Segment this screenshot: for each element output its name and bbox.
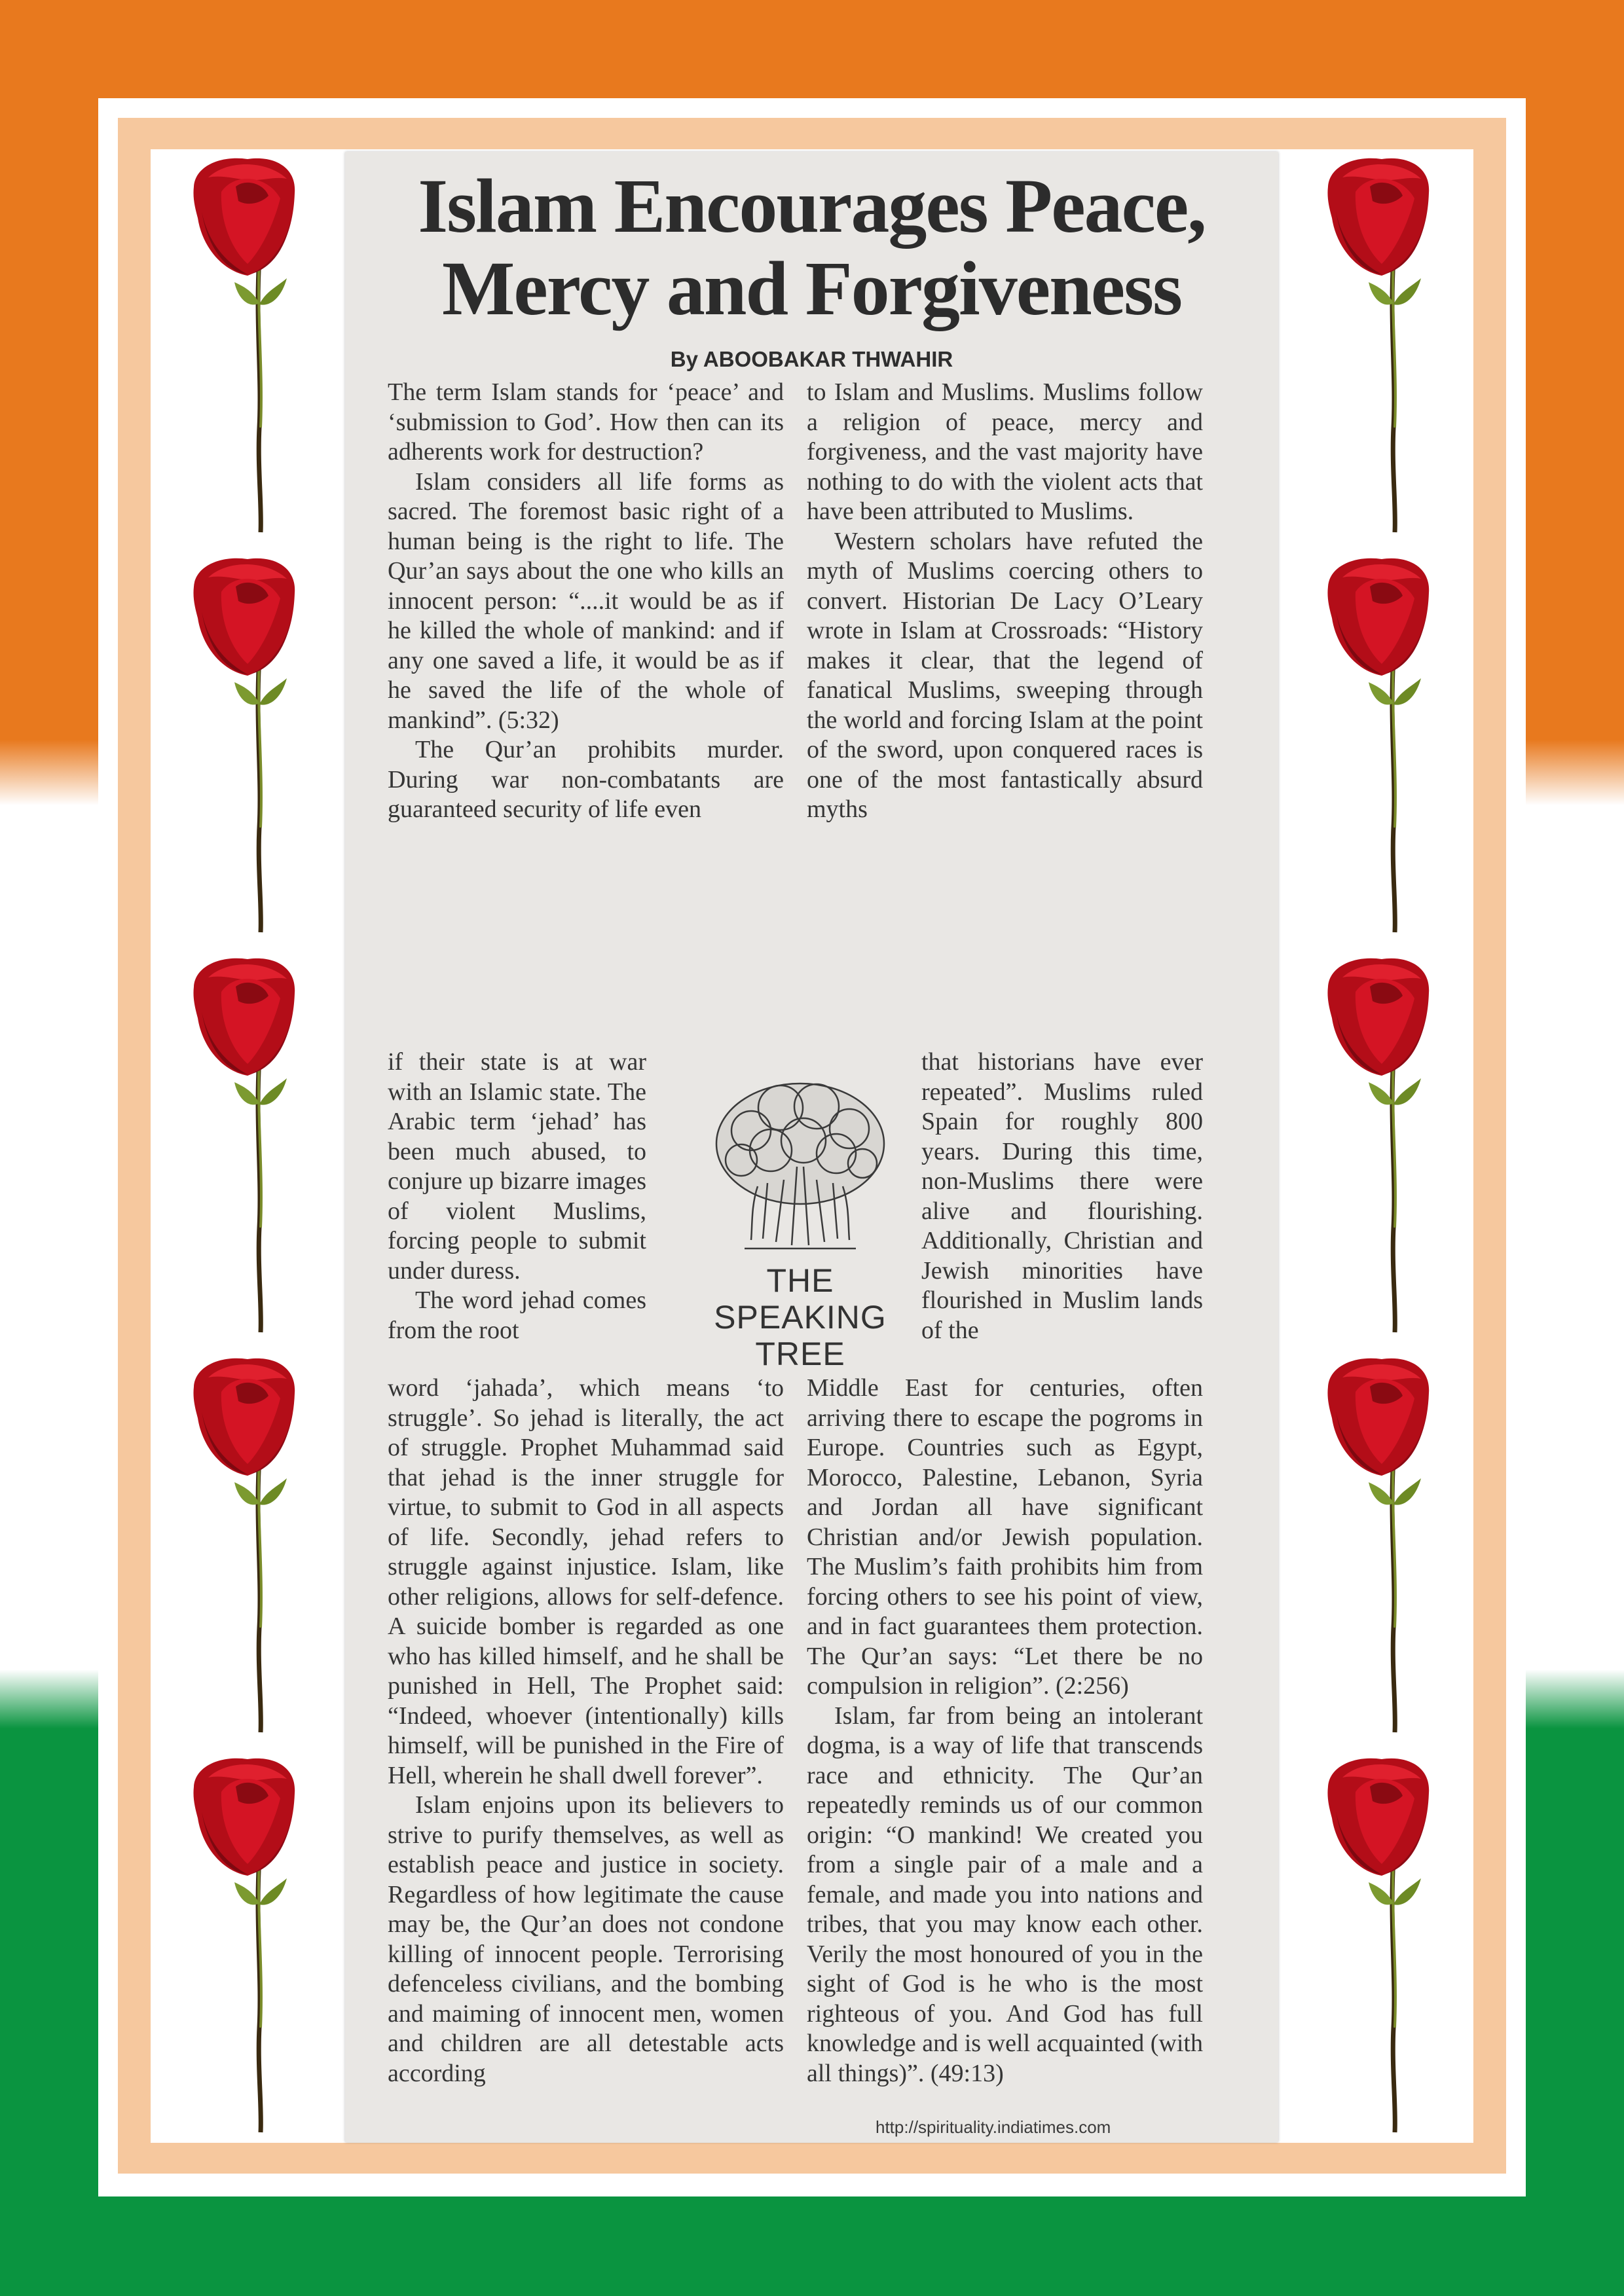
newspaper-clipping — [345, 152, 1278, 2142]
article-headline — [345, 165, 1278, 330]
logo-label-line: TREE — [755, 1336, 845, 1372]
paragraph: The term Islam stands for ‘peace’ and ‘submission to God’. How then can its adherents work for destruction? — [388, 378, 784, 465]
logo-label-line: SPEAKING — [714, 1299, 887, 1336]
red-rose-icon — [1316, 1353, 1441, 1739]
red-rose-icon — [182, 553, 306, 939]
logo-label-line: THE — [766, 1262, 834, 1299]
headline-line: Islam Encourages Peace, — [418, 163, 1206, 249]
banyan-tree-icon — [705, 1068, 895, 1258]
red-rose-icon — [182, 1753, 306, 2139]
paragraph: Western scholars have refuted the myth of Muslims coercing others to convert. Historian De Lacy O’Leary wrote in Islam at Crossroads: “History makes it clear, that the legend of fanatical Muslims, sweeping through the world and forcing Islam at the point of the sword, upon conquered races is one of the most fantastically absurd myths — [807, 527, 1203, 823]
red-rose-icon — [1316, 153, 1441, 539]
column-left-bottom — [388, 1374, 784, 2088]
red-rose-icon — [1316, 553, 1441, 939]
paragraph: Islam enjoins upon its believers to strive to purify themselves, as well as establish peace and justice in society. Regardless of how legitimate the cause may be, the Qur’an does not condone killing of innocent people. Terrorising defenceless civilians, and the bombing and maiming of innocent men, women and children are all detestable acts according — [388, 1791, 784, 2087]
red-rose-icon — [182, 1353, 306, 1739]
column-right-bottom — [807, 1374, 1203, 2088]
column-right-top — [807, 378, 1203, 825]
paragraph: to Islam and Muslims. Muslims follow a religion of peace, mercy and forgiveness, and the vast majority have nothing to do with the violent acts that have been attributed to Muslims. — [807, 378, 1203, 525]
red-rose-icon — [1316, 953, 1441, 1339]
column-right-mid — [921, 1048, 1203, 1345]
red-rose-icon — [1316, 1753, 1441, 2139]
paragraph: Islam considers all life forms as sacred. The foremost basic right of a human being is the right to life. The Qur’an says about the one who kills an innocent person: “....it would be as if he killed the whole of mankind: and if any one saved a life, it would be as if he saved the life of the whole of mankind”. (5:32) — [388, 467, 784, 734]
article-byline: By ABOOBAKAR THWAHIR — [670, 347, 953, 371]
source-url: http://spirituality.indiatimes.com — [876, 2117, 1111, 2137]
red-rose-icon — [182, 153, 306, 539]
paragraph: Middle East for centuries, often arriving there to escape the pogroms in Europe. Countries such as Egypt, Morocco, Palestine, Lebanon, Syria and Jordan all have significant Christian and/or Jewish population. The Muslim’s faith prohibits him from forcing others to see his point of view, and in fact guarantees them protection. The Qur’an says: “Let there be no compulsion in religion”. (2:256) — [807, 1374, 1203, 1700]
column-left-mid — [388, 1048, 646, 1345]
paragraph: that historians have ever repeated”. Muslims ruled Spain for roughly 800 years. During this time, non-Muslims there were alive and flourishing. Additionally, Christian and Jewish minorities have flourished in Muslim lands of the — [921, 1048, 1203, 1344]
headline-line: Mercy and Forgiveness — [441, 246, 1182, 331]
paragraph: if their state is at war with an Islamic state. The Arabic term ‘jehad’ has been much abused, to conjure up bizarre images of violent Muslims, forcing people to submit under duress. — [388, 1048, 646, 1285]
red-rose-icon — [182, 953, 306, 1339]
paragraph: word ‘jahada’, which means ‘to struggle’. So jehad is literally, the act of struggle. Prophet Muhammad said that jehad is the inner struggle for virtue, to submit to God in all aspects of life. Secondly, jehad refers to struggle against injustice. Islam, like other religions, allows for self-defence. A suicide bomber is regarded as one who has killed himself, and he shall be punished in Hell, The Prophet said: “Indeed, whoever (intentionally) kills himself, will be punished in the Fire of Hell, wherein he shall dwell forever”. — [388, 1374, 784, 1789]
speaking-tree-label — [699, 1262, 902, 1372]
paragraph: The word jehad comes from the root — [388, 1286, 646, 1344]
paragraph: The Qur’an prohibits murder. During war non-combatants are guaranteed security of life even — [388, 736, 784, 823]
paragraph: Islam, far from being an intolerant dogma, is a way of life that transcends race and ethnicity. The Qur’an repeatedly reminds us of our common origin: “O mankind! We created you from a single pair of a male and a female, and made you into nations and tribes, that you may know each other. Verily the most honoured of you in the sight of God is he who is the most righteous of you. And God has full knowledge and is well acquainted (with all things)”. (49:13) — [807, 1702, 1203, 2087]
column-left-top — [388, 378, 784, 825]
speaking-tree-logo — [699, 1068, 902, 1376]
